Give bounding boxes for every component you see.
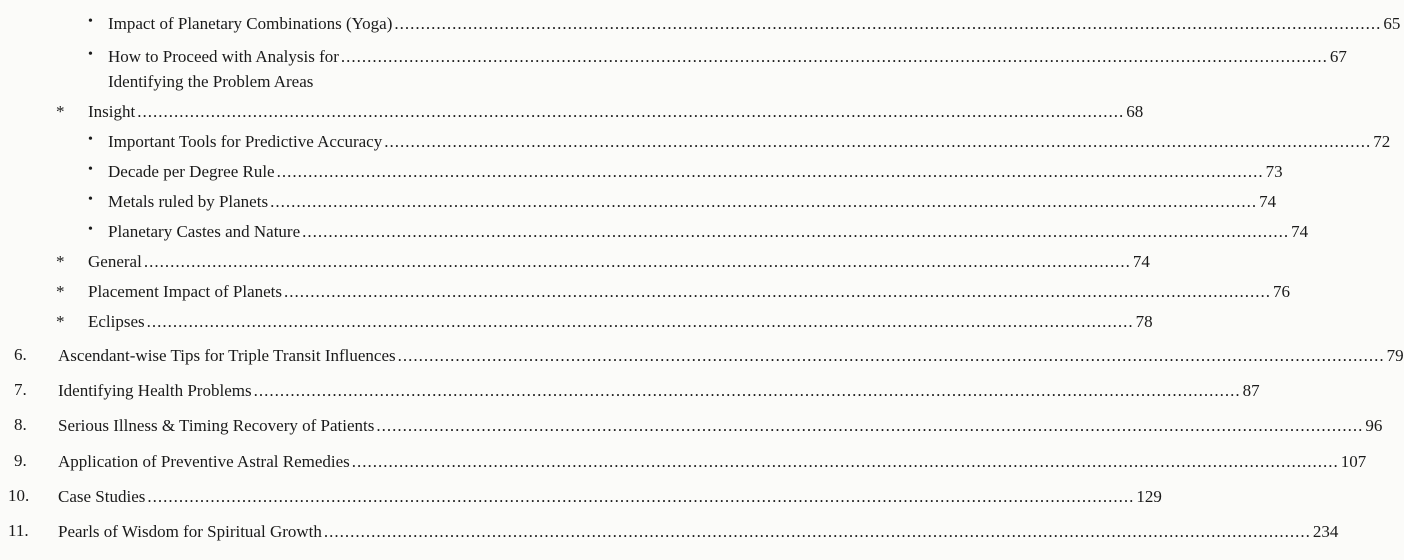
dot-leader	[302, 221, 1289, 243]
chapter-title: Ascendant-wise Tips for Triple Transit Influences	[58, 346, 396, 365]
toc-entry-title: Placement Impact of Planets	[88, 282, 283, 301]
chapter-number: 6.	[14, 345, 27, 364]
toc-entry-page: 67	[1329, 47, 1347, 66]
chapter-entry	[58, 415, 1383, 437]
chapter-number: 11.	[8, 521, 29, 540]
toc-entry-page: 65	[1383, 14, 1401, 33]
chapter-page: 96	[1365, 416, 1383, 435]
chapter-title: Case Studies	[58, 487, 146, 506]
chapter-page: 79	[1386, 346, 1404, 365]
chapter-entry	[58, 451, 1367, 473]
toc-entry	[88, 311, 1153, 333]
toc-entry	[88, 281, 1291, 303]
toc-entry	[108, 221, 1309, 243]
dot-leader	[147, 311, 1134, 333]
chapter-entry	[58, 486, 1162, 508]
toc-entry	[108, 131, 1391, 153]
chapter-title: Application of Preventive Astral Remedies	[58, 452, 350, 471]
chapter-title: Serious Illness & Timing Recovery of Patients	[58, 416, 375, 435]
toc-entry-title: Insight	[88, 102, 136, 121]
dot-leader	[270, 191, 1257, 213]
dot-leader	[277, 161, 1264, 183]
toc-entry-continuation: Identifying the Problem Areas	[108, 72, 314, 91]
star-marker: *	[56, 312, 65, 331]
bullet-marker: •	[88, 47, 93, 62]
toc-entry-title: Planetary Castes and Nature	[108, 222, 301, 241]
toc-entry-page: 73	[1265, 162, 1283, 181]
toc-entry-title: How to Proceed with Analysis for	[108, 47, 339, 66]
toc-entry-title: Decade per Degree Rule	[108, 162, 275, 181]
chapter-page: 107	[1340, 452, 1367, 471]
chapter-title: Pearls of Wisdom for Spiritual Growth	[58, 522, 322, 541]
chapter-number: 10.	[8, 486, 30, 505]
bullet-marker: •	[88, 132, 93, 147]
chapter-title: Identifying Health Problems	[58, 381, 252, 400]
toc-entry	[88, 101, 1144, 123]
chapter-entry	[58, 380, 1260, 402]
dot-leader	[352, 451, 1339, 473]
star-marker: *	[56, 282, 65, 301]
bullet-marker: •	[88, 222, 93, 237]
toc-entry	[88, 251, 1150, 273]
chapter-number: 9.	[14, 451, 27, 470]
dot-leader	[147, 486, 1134, 508]
toc-entry-title: Important Tools for Predictive Accuracy	[108, 132, 383, 151]
dot-leader	[284, 281, 1271, 303]
toc-entry	[108, 191, 1277, 213]
toc-entry-page: 78	[1135, 312, 1153, 331]
toc-entry	[108, 46, 1347, 68]
dot-leader	[137, 101, 1124, 123]
dot-leader	[341, 46, 1328, 68]
toc-entry-title: Eclipses	[88, 312, 145, 331]
toc-entry-page: 74	[1259, 192, 1277, 211]
bullet-marker: •	[88, 192, 93, 207]
chapter-number: 7.	[14, 380, 27, 399]
toc-entry	[108, 13, 1401, 35]
dot-leader	[398, 345, 1385, 367]
bullet-marker: •	[88, 14, 93, 29]
toc-entry-title: General	[88, 252, 142, 271]
star-marker: *	[56, 102, 65, 121]
chapter-number: 8.	[14, 415, 27, 434]
dot-leader	[384, 131, 1371, 153]
dot-leader	[144, 251, 1131, 273]
chapter-page: 87	[1242, 381, 1260, 400]
star-marker: *	[56, 252, 65, 271]
bullet-marker: •	[88, 162, 93, 177]
chapter-page: 129	[1136, 487, 1162, 506]
toc-entry-page: 72	[1373, 132, 1391, 151]
toc-entry-page: 74	[1132, 252, 1150, 271]
dot-leader	[324, 521, 1311, 543]
dot-leader	[254, 380, 1241, 402]
dot-leader	[394, 13, 1381, 35]
chapter-entry	[58, 345, 1404, 367]
dot-leader	[376, 415, 1363, 437]
toc-entry-page: 74	[1291, 222, 1309, 241]
toc-entry-page: 68	[1126, 102, 1144, 121]
toc-entry-title: Metals ruled by Planets	[108, 192, 269, 211]
toc-entry	[108, 161, 1283, 183]
chapter-entry	[58, 521, 1339, 543]
toc-entry-title: Impact of Planetary Combinations (Yoga)	[108, 14, 393, 33]
chapter-page: 234	[1312, 522, 1339, 541]
toc-entry-page: 76	[1273, 282, 1291, 301]
